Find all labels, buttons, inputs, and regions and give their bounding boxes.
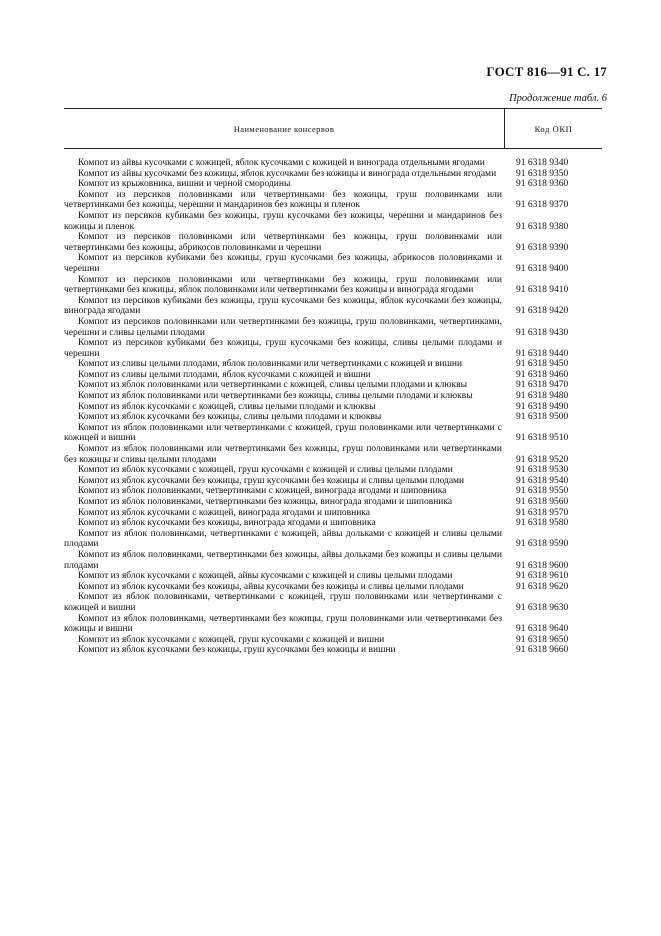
- table-row: [64, 476, 602, 487]
- header-bottom-rule: [64, 148, 602, 149]
- okp-code: 91 6318 9490: [516, 401, 569, 412]
- product-name: Компот из персиков кубиками без кожицы, груш кусочками без кожицы, черешни и мандаринов без кожицы и пленок: [64, 210, 502, 232]
- okp-code: 91 6318 9550: [516, 486, 569, 497]
- product-name: Компот из яблок половинками или четвертинками с кожицей, сливы целыми плодами и клюквы: [78, 380, 467, 391]
- product-name: Компот из айвы кусочками без кожицы, яблок кусочками без кожицы и винограда отдельными ягодами: [78, 168, 497, 179]
- product-name: Компот из яблок кусочками без кожицы, груш кусочками без кожицы и сливы целыми плодами: [78, 475, 465, 486]
- table-row: [64, 423, 602, 444]
- okp-code: 91 6318 9440: [516, 348, 569, 359]
- product-name: Компот из яблок кусочками с кожицей, айвы кусочками с кожицей и сливы целыми плодами: [78, 571, 453, 582]
- product-name: Компот из яблок кусочками с кожицей, винограда ягодами и шиповника: [78, 507, 370, 518]
- table-row: [64, 296, 602, 317]
- table-row: [64, 614, 602, 635]
- table-body: [64, 158, 602, 656]
- table-row: [64, 465, 602, 476]
- table-row: [64, 359, 602, 370]
- product-name: Компот из яблок половинками, четвертинками с кожицей, айвы дольками с кожицей и сливы целыми плодами: [64, 528, 502, 550]
- table-row: [64, 402, 602, 413]
- table-row: [64, 592, 602, 613]
- table-row: [64, 412, 602, 423]
- okp-code: 91 6318 9530: [516, 465, 569, 476]
- product-name: Компот из персиков кубиками без кожицы, груш кусочками без кожицы, абрикосов половинками и черешни: [64, 253, 502, 274]
- table-continuation-label: Продолжение табл. 6: [509, 93, 607, 104]
- okp-code: 91 6318 9540: [516, 475, 569, 486]
- table-row: [64, 317, 602, 338]
- okp-code: 91 6318 9660: [516, 645, 569, 656]
- page-header: ГОСТ 816—91 С. 17: [486, 64, 607, 79]
- okp-code: 91 6318 9590: [516, 539, 569, 550]
- table-row: [64, 645, 602, 656]
- okp-code: 91 6318 9620: [516, 581, 569, 592]
- okp-code: 91 6318 9380: [516, 221, 569, 232]
- product-name: Компот из яблок кусочками без кожицы, сливы целыми плодами и клюквы: [78, 412, 382, 423]
- okp-code: 91 6318 9480: [516, 391, 569, 402]
- product-name: Компот из яблок кусочками без кожицы, винограда ягодами и шиповника: [78, 518, 376, 529]
- okp-code: 91 6318 9460: [516, 369, 569, 380]
- table-row: [64, 582, 602, 593]
- product-name: Компот из яблок половинками, четвертинками с кожицей, груш половинками или четвертинками с кожицей и вишни: [64, 592, 502, 613]
- okp-code: 91 6318 9560: [516, 497, 569, 507]
- product-name: Компот из яблок кусочками с кожицей, сливы целыми плодами и клюквы: [78, 401, 376, 412]
- okp-code: 91 6318 9640: [516, 624, 569, 635]
- okp-code: 91 6318 9340: [516, 158, 569, 168]
- table-row: [64, 529, 602, 550]
- product-name: Компот из яблок половинками, четвертинками без кожицы, груш половинками или четвертинками без кожицы и вишни: [64, 613, 502, 635]
- product-name: Компот из яблок половинками или четвертинками с кожицей, груш половинками или четвертинками с кожицей и вишни: [64, 422, 502, 444]
- okp-code: 91 6318 9610: [516, 571, 569, 582]
- table-row: [64, 338, 602, 359]
- table-top-rule: [64, 108, 602, 109]
- product-name: Компот из персиков половинками или четвертинками без кожицы, груш половинками или четвертинками без кожицы, черешни и мандаринов без кожицы и пленок: [64, 189, 502, 211]
- product-name: Компот из яблок половинками или четвертинками без кожицы, груш половинками или четвертинками без кожицы и сливы целыми плодами: [64, 444, 502, 465]
- table-row: [64, 508, 602, 519]
- okp-code: 91 6318 9580: [516, 518, 569, 529]
- table-row: [64, 391, 602, 402]
- okp-code: 91 6318 9390: [516, 242, 569, 253]
- okp-code: 91 6318 9470: [516, 380, 569, 391]
- table-row: [64, 635, 602, 646]
- product-name: Компот из яблок кусочками без кожицы, айвы кусочками без кожицы и сливы целыми плодами: [78, 581, 464, 592]
- table-row: [64, 190, 602, 211]
- product-name: Компот из яблок кусочками без кожицы, груш кусочками без кожицы и вишни: [78, 645, 396, 656]
- product-name: Компот из персиков половинками или четвертинками без кожицы, груш половинками или четвертинками без кожицы, абрикосов половинками и черешни: [64, 232, 502, 253]
- okp-code: 91 6318 9430: [516, 327, 569, 338]
- table-row: [64, 380, 602, 391]
- table-row: [64, 232, 602, 253]
- okp-code: 91 6318 9520: [516, 454, 569, 465]
- okp-code: 91 6318 9510: [516, 433, 569, 444]
- product-name: Компот из яблок кусочками с кожицей, груш кусочками с кожицей и сливы целыми плодами: [78, 465, 453, 476]
- table-row: [64, 444, 602, 465]
- product-name: Компот из персиков кубиками без кожицы, груш кусочками без кожицы, сливы целыми плодами и черешни: [64, 338, 502, 359]
- table-row: [64, 571, 602, 582]
- table-row: [64, 169, 602, 180]
- okp-code: 91 6318 9360: [516, 179, 569, 190]
- okp-code: 91 6318 9600: [516, 560, 569, 571]
- product-name: Компот из персиков кубиками без кожицы, груш кусочками без кожицы, яблок кусочками без кожицы, винограда ягодами: [64, 295, 502, 317]
- table-row: [64, 370, 602, 381]
- product-name: Компот из сливы целыми плодами, яблок кусочками с кожицей и вишни: [78, 369, 371, 380]
- product-name: Компот из яблок половинками, четвертинками с кожицей, винограда ягодами и шиповника: [78, 486, 447, 497]
- okp-code: 91 6318 9500: [516, 412, 569, 423]
- table-row: [64, 486, 602, 497]
- table-row: [64, 158, 602, 169]
- product-name: Компот из персиков половинками или четвертинками без кожицы, груш половинками, четвертинками, черешни и сливы целыми плодами: [64, 316, 502, 338]
- table-row: [64, 275, 602, 296]
- okp-code: 91 6318 9650: [516, 634, 569, 645]
- table-row: [64, 518, 602, 529]
- okp-code: 91 6318 9420: [516, 306, 569, 317]
- product-name: Компот из яблок половинками, четвертинками без кожицы, айвы дольками без кожицы и сливы целыми плодами: [64, 549, 502, 571]
- column-header-name: Наименование консервов: [233, 124, 335, 134]
- table-row: [64, 179, 602, 190]
- okp-code: 91 6318 9630: [516, 602, 569, 613]
- column-header-code: Код ОКП: [534, 124, 573, 134]
- product-name: Компот из крыжовника, вишни и черной смородины: [78, 179, 291, 190]
- table-row: [64, 211, 602, 232]
- okp-code: 91 6318 9370: [516, 200, 569, 211]
- table-row: [64, 550, 602, 571]
- okp-code: 91 6318 9350: [516, 168, 569, 179]
- product-name: Компот из айвы кусочками с кожицей, яблок кусочками с кожицей и винограда отдельными ягодами: [78, 158, 485, 168]
- okp-code: 91 6318 9410: [516, 285, 569, 296]
- product-name: Компот из яблок кусочками с кожицей, груш кусочками с кожицей и вишни: [78, 634, 385, 645]
- okp-code: 91 6318 9570: [516, 507, 569, 518]
- okp-code: 91 6318 9450: [516, 359, 569, 370]
- table-row: [64, 253, 602, 274]
- product-name: Компот из яблок половинками или четвертинками без кожицы, сливы целыми плодами и клюквы: [78, 391, 473, 402]
- table-row: [64, 497, 602, 508]
- product-name: Компот из сливы целыми плодами, яблок половинками или четвертинками с кожицей и вишни: [78, 359, 463, 370]
- product-name: Компот из персиков половинками или четвертинками без кожицы, груш половинками или четвертинками без кожицы, яблок половинками или четвертинками без кожицы и винограда ягодами: [64, 274, 502, 296]
- product-name: Компот из яблок половинками, четвертинками без кожицы, винограда ягодами и шиповника: [78, 497, 453, 507]
- okp-code: 91 6318 9400: [516, 263, 569, 274]
